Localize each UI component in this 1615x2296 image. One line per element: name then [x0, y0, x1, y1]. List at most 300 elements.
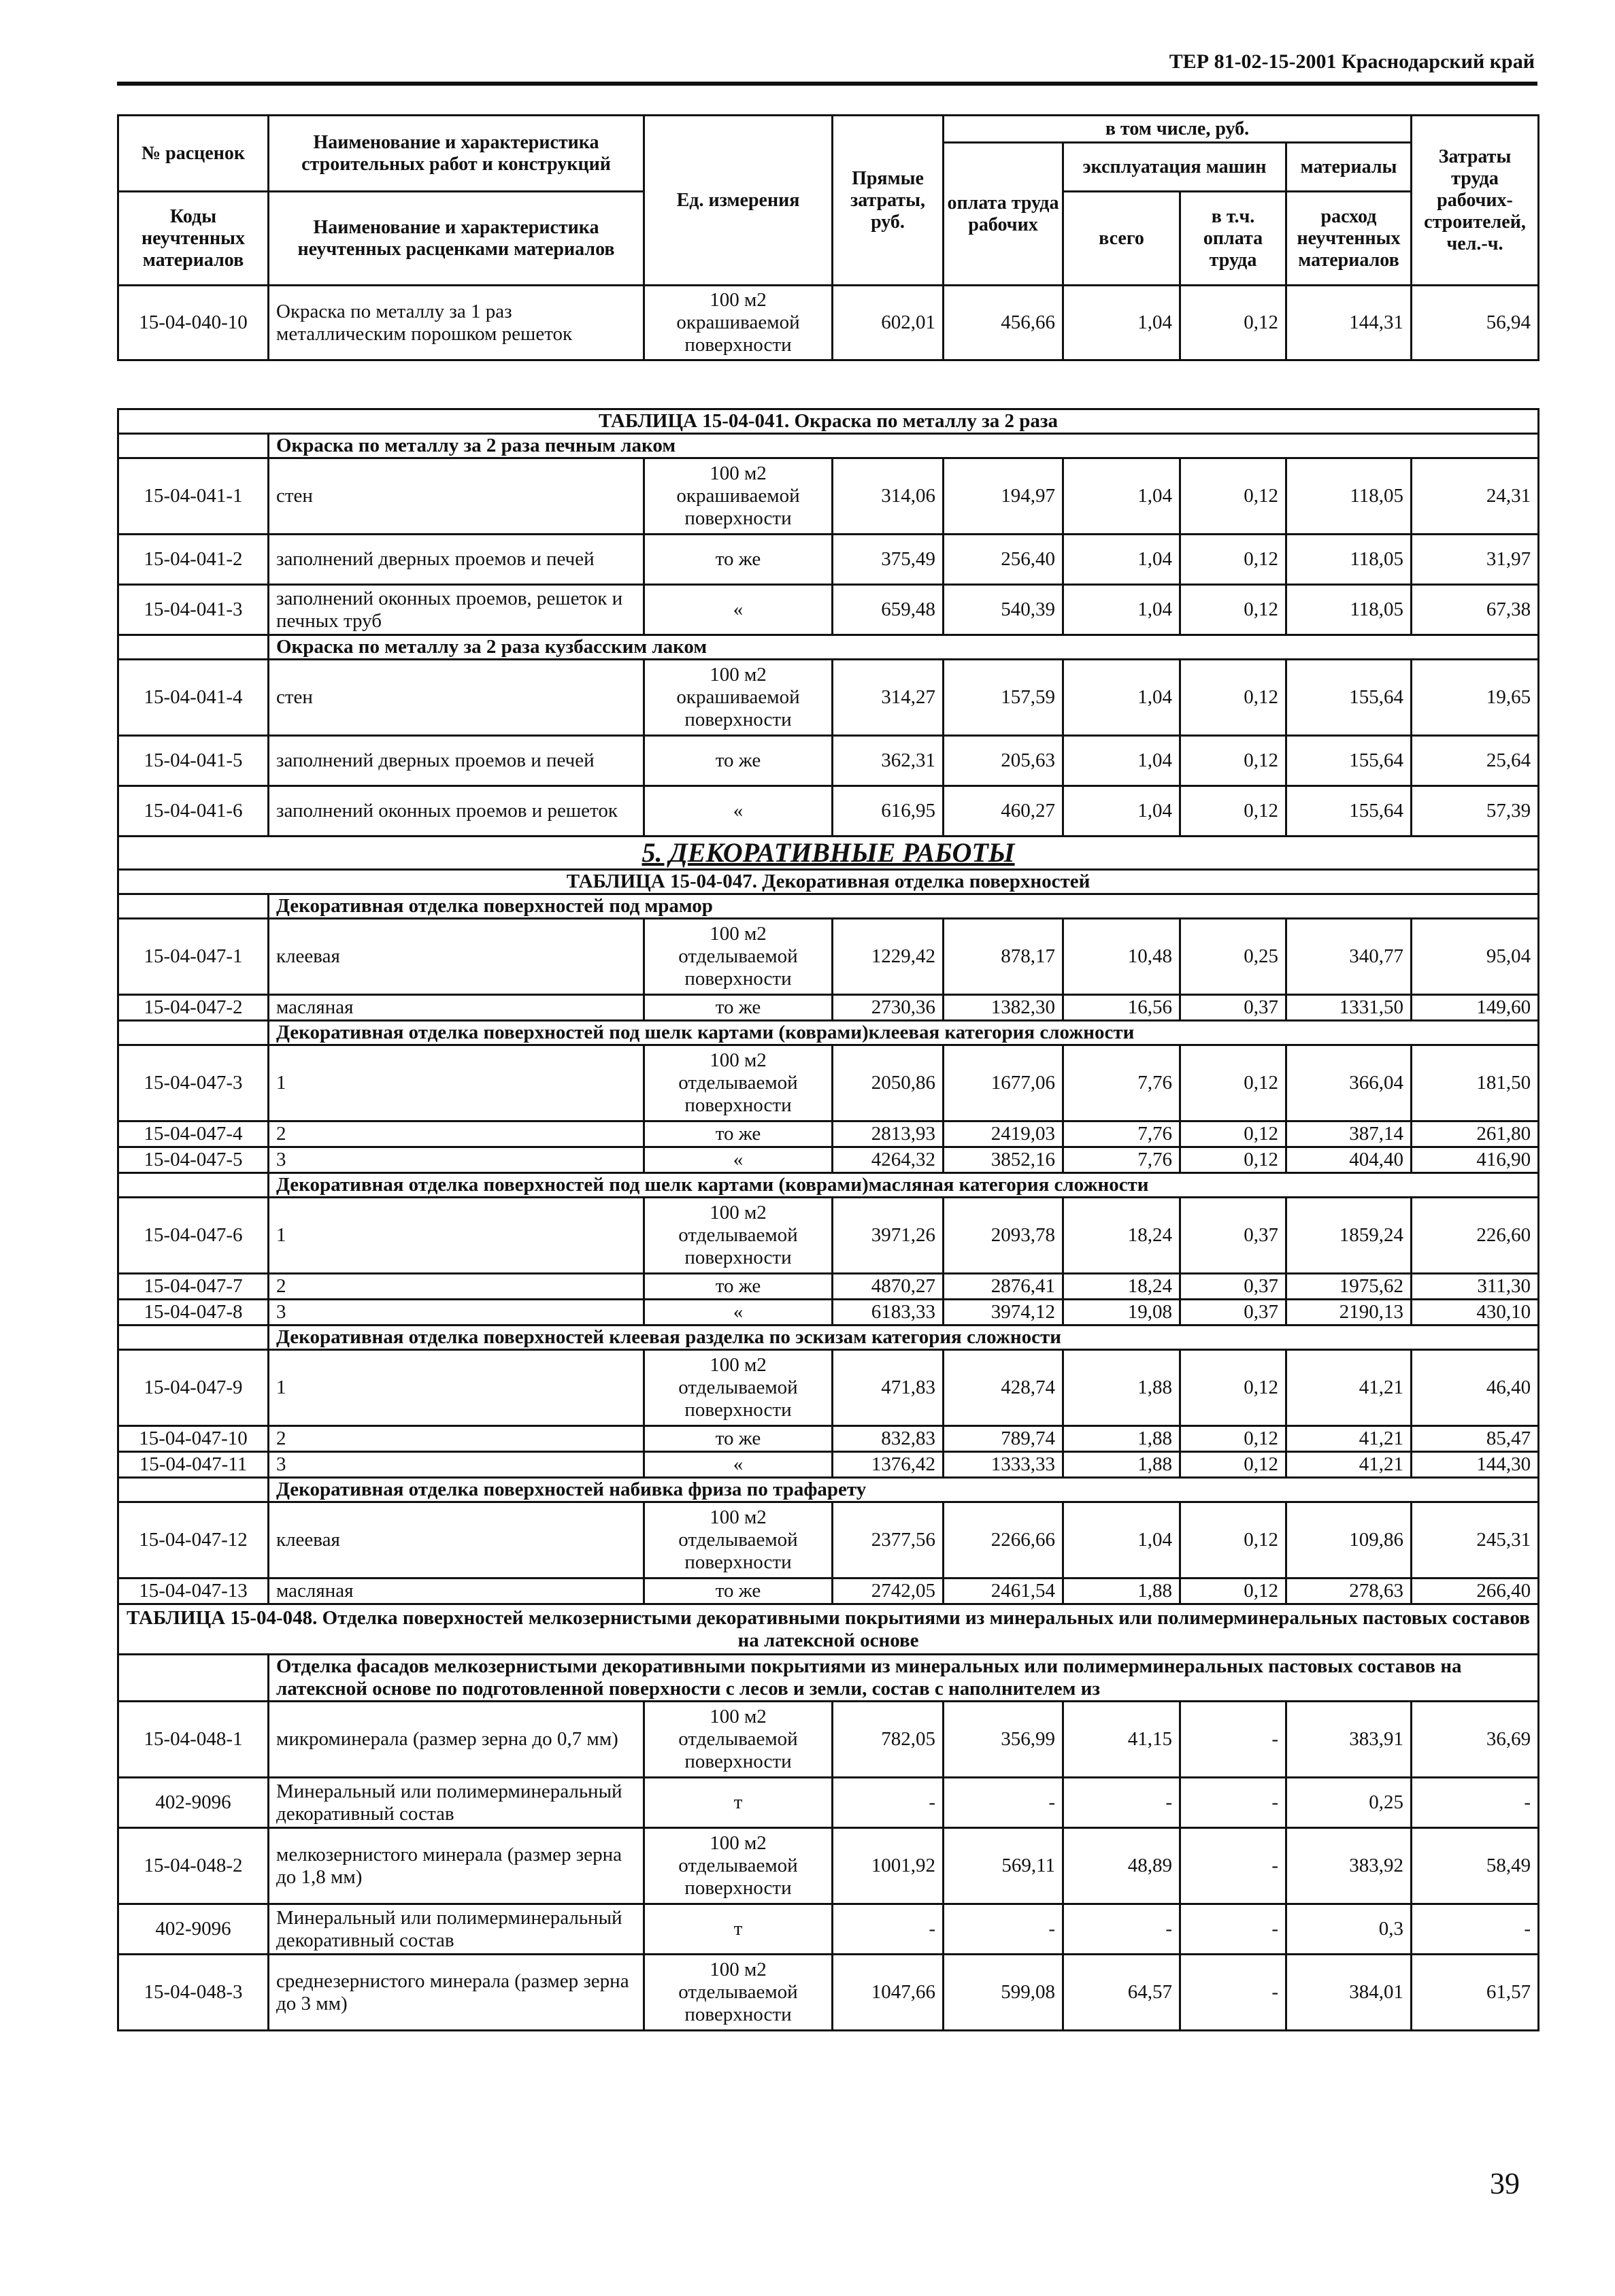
row-unit: 100 м2 окрашиваемой поверхности [644, 458, 833, 535]
row-name: заполнений оконных проемов, решеток и печных труб [269, 585, 644, 635]
subheading: Декоративная отделка поверхностей под шелк картами (коврами)масляная категория сложности [269, 1173, 1539, 1198]
row-mach-pay: 0,37 [1180, 1198, 1286, 1274]
row-mach-pay: - [1180, 1778, 1286, 1828]
row-mach-total: 1,88 [1063, 1426, 1180, 1452]
row-unit: 100 м2 окрашиваемой поверхности [644, 286, 833, 360]
row-unit: « [644, 1147, 833, 1173]
row-mach-pay: - [1180, 1955, 1286, 2031]
row-code: 15-04-047-1 [118, 919, 269, 995]
row-name: стен [269, 458, 644, 535]
row-direct: 3971,26 [833, 1198, 944, 1274]
row-code: 15-04-047-9 [118, 1350, 269, 1426]
row-pay: 205,63 [944, 736, 1063, 786]
row-direct: 659,48 [833, 585, 944, 635]
row-unit: 100 м2 отделываемой поверхности [644, 1198, 833, 1274]
row-code: 15-04-041-1 [118, 458, 269, 535]
row-materials: 383,92 [1286, 1828, 1412, 1904]
row-mach-total: 1,88 [1063, 1452, 1180, 1478]
row-unit: то же [644, 995, 833, 1021]
row-pay: - [944, 1778, 1063, 1828]
row-name: 2 [269, 1121, 644, 1147]
row-name: 1 [269, 1198, 644, 1274]
subheading: Декоративная отделка поверхностей набивка фриза по трафарету [269, 1478, 1539, 1502]
subheading-row [118, 1655, 1539, 1702]
row-materials: 109,86 [1286, 1502, 1412, 1578]
row-mach-pay: 0,12 [1180, 1147, 1286, 1173]
table-row [118, 1702, 1539, 1778]
row-labor: 430,10 [1412, 1300, 1539, 1326]
row-direct: - [833, 1904, 944, 1955]
col-unit-header: Ед. измерения [644, 116, 833, 286]
empty-cell [118, 894, 269, 919]
row-pay: 789,74 [944, 1426, 1063, 1452]
row-mach-pay: 0,12 [1180, 1502, 1286, 1578]
row-materials: 41,21 [1286, 1452, 1412, 1478]
row-mach-total: 7,76 [1063, 1045, 1180, 1121]
row-labor: - [1412, 1778, 1539, 1828]
page-number: 39 [1490, 2167, 1520, 2200]
col-materials-header: материалы [1286, 143, 1412, 192]
row-materials: 384,01 [1286, 1955, 1412, 2031]
row-labor: 31,97 [1412, 535, 1539, 585]
table-header [117, 114, 1539, 361]
row-mach-total: 64,57 [1063, 1955, 1180, 2031]
row-labor: 46,40 [1412, 1350, 1539, 1426]
row-labor: 266,40 [1412, 1578, 1539, 1604]
row-mach-total: 1,04 [1063, 535, 1180, 585]
row-direct: 314,27 [833, 660, 944, 736]
row-direct: 1376,42 [833, 1452, 944, 1478]
row-code: 402-9096 [118, 1778, 269, 1828]
row-mach-total: 1,04 [1063, 585, 1180, 635]
empty-cell [118, 1326, 269, 1350]
row-unit: то же [644, 1426, 833, 1452]
section-title: 5. ДЕКОРАТИВНЫЕ РАБОТЫ [118, 837, 1539, 870]
row-direct: 1047,66 [833, 1955, 944, 2031]
row-name: Минеральный или полимерминеральный декоративный состав [269, 1778, 644, 1828]
row-code: 402-9096 [118, 1904, 269, 1955]
row-mach-pay: - [1180, 1904, 1286, 1955]
row-materials: 366,04 [1286, 1045, 1412, 1121]
row-materials: 144,31 [1286, 286, 1412, 360]
row-mach-pay: 0,25 [1180, 919, 1286, 995]
row-name: 1 [269, 1350, 644, 1426]
row-unit: то же [644, 1578, 833, 1604]
subheading-row [118, 1326, 1539, 1350]
row-materials: 278,63 [1286, 1578, 1412, 1604]
row-mach-total: - [1063, 1904, 1180, 1955]
row-code: 15-04-047-2 [118, 995, 269, 1021]
row-code: 15-04-047-10 [118, 1426, 269, 1452]
row-labor: - [1412, 1904, 1539, 1955]
row-mach-pay: 0,12 [1180, 286, 1286, 360]
table-row [118, 286, 1539, 360]
row-pay: 3852,16 [944, 1147, 1063, 1173]
row-code: 15-04-047-13 [118, 1578, 269, 1604]
table-title: ТАБЛИЦА 15-04-041. Окраска по металлу за 2 раза [118, 409, 1539, 434]
row-mach-total: 7,76 [1063, 1147, 1180, 1173]
row-direct: 2377,56 [833, 1502, 944, 1578]
row-materials: 118,05 [1286, 535, 1412, 585]
row-labor: 36,69 [1412, 1702, 1539, 1778]
row-materials: 2190,13 [1286, 1300, 1412, 1326]
col-direct-header: Прямые затраты, руб. [833, 116, 944, 286]
row-direct: 2730,36 [833, 995, 944, 1021]
table-row [118, 1578, 1539, 1604]
row-materials: 0,25 [1286, 1778, 1412, 1828]
row-code: 15-04-048-3 [118, 1955, 269, 2031]
row-labor: 226,60 [1412, 1198, 1539, 1274]
table-row [118, 1778, 1539, 1828]
row-mach-total: 41,15 [1063, 1702, 1180, 1778]
table-row [118, 1121, 1539, 1147]
row-mach-pay: 0,12 [1180, 786, 1286, 837]
row-pay: 460,27 [944, 786, 1063, 837]
row-labor: 311,30 [1412, 1274, 1539, 1300]
row-pay: 428,74 [944, 1350, 1063, 1426]
row-unit: то же [644, 1274, 833, 1300]
table-row [118, 1904, 1539, 1955]
row-code: 15-04-041-3 [118, 585, 269, 635]
row-materials: 404,40 [1286, 1147, 1412, 1173]
row-unit: « [644, 585, 833, 635]
document-title: ТЕР 81-02-15-2001 Краснодарский край [1169, 50, 1535, 73]
row-name: микроминерала (размер зерна до 0,7 мм) [269, 1702, 644, 1778]
row-unit: « [644, 786, 833, 837]
col-codes-header: Коды неучтенных материалов [118, 192, 269, 286]
row-labor: 19,65 [1412, 660, 1539, 736]
row-unit: то же [644, 1121, 833, 1147]
row-unit: 100 м2 отделываемой поверхности [644, 1702, 833, 1778]
row-labor: 24,31 [1412, 458, 1539, 535]
row-code: 15-04-047-4 [118, 1121, 269, 1147]
table-row [118, 535, 1539, 585]
table-title-row [118, 1604, 1539, 1655]
row-materials: 0,3 [1286, 1904, 1412, 1955]
row-direct: 832,83 [833, 1426, 944, 1452]
row-labor: 95,04 [1412, 919, 1539, 995]
row-code: 15-04-047-11 [118, 1452, 269, 1478]
row-direct: 4264,32 [833, 1147, 944, 1173]
col-incl-header: в том числе, руб. [944, 116, 1412, 143]
row-pay: 1333,33 [944, 1452, 1063, 1478]
table-title-row [118, 870, 1539, 894]
subheading-row [118, 894, 1539, 919]
subheading-row [118, 1173, 1539, 1198]
row-code: 15-04-047-5 [118, 1147, 269, 1173]
row-direct: 782,05 [833, 1702, 944, 1778]
table-row [118, 1828, 1539, 1904]
row-code: 15-04-048-1 [118, 1702, 269, 1778]
subheading: Декоративная отделка поверхностей клеевая разделка по эскизам категория сложности [269, 1326, 1539, 1350]
row-unit: « [644, 1452, 833, 1478]
row-pay: - [944, 1904, 1063, 1955]
row-mach-pay: 0,12 [1180, 1121, 1286, 1147]
row-labor: 85,47 [1412, 1426, 1539, 1452]
row-mach-total: 19,08 [1063, 1300, 1180, 1326]
row-direct: 1001,92 [833, 1828, 944, 1904]
row-mach-pay: 0,12 [1180, 1350, 1286, 1426]
table-row [118, 1502, 1539, 1578]
row-name: масляная [269, 995, 644, 1021]
row-materials: 383,91 [1286, 1702, 1412, 1778]
subheading: Декоративная отделка поверхностей под мрамор [269, 894, 1539, 919]
row-mach-pay: - [1180, 1828, 1286, 1904]
row-mach-total: 18,24 [1063, 1274, 1180, 1300]
row-name: клеевая [269, 1502, 644, 1578]
row-pay: 157,59 [944, 660, 1063, 736]
row-materials: 340,77 [1286, 919, 1412, 995]
row-direct: 2050,86 [833, 1045, 944, 1121]
col-mach-total-header: всего [1063, 192, 1180, 286]
row-labor: 181,50 [1412, 1045, 1539, 1121]
row-pay: 878,17 [944, 919, 1063, 995]
row-mach-pay: 0,12 [1180, 458, 1286, 535]
table-row [118, 995, 1539, 1021]
table-row [118, 1426, 1539, 1452]
row-code: 15-04-047-12 [118, 1502, 269, 1578]
row-direct: 602,01 [833, 286, 944, 360]
row-materials: 118,05 [1286, 458, 1412, 535]
col-labor-header: Затраты труда рабочих-строителей, чел.-ч. [1412, 116, 1539, 286]
table-row [118, 585, 1539, 635]
col-number-header: № расценок [118, 116, 269, 192]
table-row [118, 1274, 1539, 1300]
row-mach-total: 48,89 [1063, 1828, 1180, 1904]
row-mach-pay: 0,12 [1180, 1045, 1286, 1121]
empty-cell [118, 1478, 269, 1502]
subheading: Декоративная отделка поверхностей под шелк картами (коврами)клеевая категория сложности [269, 1021, 1539, 1045]
subheading-row [118, 434, 1539, 458]
row-pay: 256,40 [944, 535, 1063, 585]
row-name: заполнений оконных проемов и решеток [269, 786, 644, 837]
row-code: 15-04-041-4 [118, 660, 269, 736]
row-unit: то же [644, 535, 833, 585]
table-title: ТАБЛИЦА 15-04-048. Отделка поверхностей мелкозернистыми декоративными покрытиями из минеральных или полимерминеральных пастовых составов на латексной основе [118, 1604, 1539, 1655]
subheading: Окраска по металлу за 2 раза печным лаком [269, 434, 1539, 458]
row-name: масляная [269, 1578, 644, 1604]
row-name: 1 [269, 1045, 644, 1121]
row-direct: 2813,93 [833, 1121, 944, 1147]
table-title-row [118, 409, 1539, 434]
price-table [117, 408, 1539, 2031]
row-name: заполнений дверных проемов и печей [269, 736, 644, 786]
row-pay: 1677,06 [944, 1045, 1063, 1121]
row-labor: 25,64 [1412, 736, 1539, 786]
row-pay: 2461,54 [944, 1578, 1063, 1604]
empty-cell [118, 635, 269, 660]
row-code: 15-04-047-8 [118, 1300, 269, 1326]
row-pay: 456,66 [944, 286, 1063, 360]
row-unit: 100 м2 отделываемой поверхности [644, 1502, 833, 1578]
row-name: Минеральный или полимерминеральный декоративный состав [269, 1904, 644, 1955]
row-labor: 416,90 [1412, 1147, 1539, 1173]
subheading: Окраска по металлу за 2 раза кузбасским лаком [269, 635, 1539, 660]
row-code: 15-04-047-7 [118, 1274, 269, 1300]
row-direct: 616,95 [833, 786, 944, 837]
row-mach-total: 1,04 [1063, 458, 1180, 535]
page-header [117, 50, 1537, 86]
row-mach-pay: 0,12 [1180, 660, 1286, 736]
row-direct: 6183,33 [833, 1300, 944, 1326]
row-code: 15-04-048-2 [118, 1828, 269, 1904]
row-mach-pay: 0,12 [1180, 585, 1286, 635]
row-direct: 314,06 [833, 458, 944, 535]
row-unit: 100 м2 отделываемой поверхности [644, 1350, 833, 1426]
row-mach-total: 16,56 [1063, 995, 1180, 1021]
row-mach-pay: 0,12 [1180, 1426, 1286, 1452]
col-pay-header: оплата труда рабочих [944, 143, 1063, 286]
row-mach-pay: - [1180, 1702, 1286, 1778]
col-materials-name-header: Наименование и характеристика неучтенных расценками материалов [269, 192, 644, 286]
row-mach-pay: 0,37 [1180, 995, 1286, 1021]
row-pay: 3974,12 [944, 1300, 1063, 1326]
table-row [118, 736, 1539, 786]
row-name: 2 [269, 1426, 644, 1452]
row-labor: 61,57 [1412, 1955, 1539, 2031]
col-name-header: Наименование и характеристика строительных работ и конструкций [269, 116, 644, 192]
row-materials: 1975,62 [1286, 1274, 1412, 1300]
row-unit: т [644, 1904, 833, 1955]
row-code: 15-04-047-6 [118, 1198, 269, 1274]
row-pay: 2419,03 [944, 1121, 1063, 1147]
empty-cell [118, 1021, 269, 1045]
row-materials: 118,05 [1286, 585, 1412, 635]
row-unit: 100 м2 отделываемой поверхности [644, 1955, 833, 2031]
row-mach-total: 10,48 [1063, 919, 1180, 995]
row-direct: 1229,42 [833, 919, 944, 995]
row-mach-total: 1,04 [1063, 736, 1180, 786]
row-pay: 2876,41 [944, 1274, 1063, 1300]
row-direct: 375,49 [833, 535, 944, 585]
row-code: 15-04-040-10 [118, 286, 269, 360]
table-row [118, 1300, 1539, 1326]
row-mach-total: 1,88 [1063, 1578, 1180, 1604]
row-labor: 144,30 [1412, 1452, 1539, 1478]
row-name: 3 [269, 1147, 644, 1173]
row-mach-total: - [1063, 1778, 1180, 1828]
section-heading [118, 837, 1539, 870]
row-mach-total: 1,04 [1063, 1502, 1180, 1578]
row-mach-pay: 0,37 [1180, 1300, 1286, 1326]
row-unit: 100 м2 отделываемой поверхности [644, 1045, 833, 1121]
row-mach-total: 7,76 [1063, 1121, 1180, 1147]
row-code: 15-04-041-6 [118, 786, 269, 837]
row-unit: 100 м2 окрашиваемой поверхности [644, 660, 833, 736]
table-row [118, 660, 1539, 736]
table-row [118, 458, 1539, 535]
row-labor: 245,31 [1412, 1502, 1539, 1578]
subheading-row [118, 1021, 1539, 1045]
table-row [118, 1350, 1539, 1426]
empty-cell [118, 1173, 269, 1198]
row-code: 15-04-041-2 [118, 535, 269, 585]
table-row [118, 1198, 1539, 1274]
row-mach-pay: 0,12 [1180, 535, 1286, 585]
row-labor: 57,39 [1412, 786, 1539, 837]
row-mach-pay: 0,12 [1180, 1452, 1286, 1478]
table-row [118, 1452, 1539, 1478]
row-unit: 100 м2 отделываемой поверхности [644, 919, 833, 995]
col-machines-header: эксплуатация машин [1063, 143, 1286, 192]
row-direct: 2742,05 [833, 1578, 944, 1604]
row-labor: 56,94 [1412, 286, 1539, 360]
row-mach-total: 1,04 [1063, 286, 1180, 360]
row-name: заполнений дверных проемов и печей [269, 535, 644, 585]
row-direct: 4870,27 [833, 1274, 944, 1300]
col-unaccounted-header: расход неучтенных материалов [1286, 192, 1412, 286]
row-mach-pay: 0,12 [1180, 736, 1286, 786]
table-row [118, 1045, 1539, 1121]
table-row [118, 1147, 1539, 1173]
row-direct: - [833, 1778, 944, 1828]
empty-cell [118, 434, 269, 458]
row-labor: 67,38 [1412, 585, 1539, 635]
row-name: стен [269, 660, 644, 736]
row-name: клеевая [269, 919, 644, 995]
row-materials: 387,14 [1286, 1121, 1412, 1147]
table-row [118, 786, 1539, 837]
empty-cell [118, 1655, 269, 1702]
subheading-row [118, 635, 1539, 660]
row-mach-pay: 0,37 [1180, 1274, 1286, 1300]
row-code: 15-04-041-5 [118, 736, 269, 786]
row-code: 15-04-047-3 [118, 1045, 269, 1121]
row-pay: 2266,66 [944, 1502, 1063, 1578]
row-pay: 569,11 [944, 1828, 1063, 1904]
row-pay: 356,99 [944, 1702, 1063, 1778]
table-row [118, 919, 1539, 995]
row-name: 3 [269, 1452, 644, 1478]
row-pay: 540,39 [944, 585, 1063, 635]
row-pay: 599,08 [944, 1955, 1063, 2031]
row-materials: 155,64 [1286, 786, 1412, 837]
row-materials: 41,21 [1286, 1350, 1412, 1426]
row-mach-total: 18,24 [1063, 1198, 1180, 1274]
row-name: 2 [269, 1274, 644, 1300]
row-materials: 155,64 [1286, 736, 1412, 786]
row-pay: 2093,78 [944, 1198, 1063, 1274]
row-materials: 41,21 [1286, 1426, 1412, 1452]
subheading-row [118, 1478, 1539, 1502]
row-name: Окраска по металлу за 1 раз металлическим порошком решеток [269, 286, 644, 360]
row-materials: 1331,50 [1286, 995, 1412, 1021]
row-labor: 261,80 [1412, 1121, 1539, 1147]
row-unit: то же [644, 736, 833, 786]
row-materials: 155,64 [1286, 660, 1412, 736]
row-name: 3 [269, 1300, 644, 1326]
row-pay: 1382,30 [944, 995, 1063, 1021]
row-direct: 471,83 [833, 1350, 944, 1426]
row-unit: т [644, 1778, 833, 1828]
row-unit: 100 м2 отделываемой поверхности [644, 1828, 833, 1904]
table-row [118, 1955, 1539, 2031]
row-materials: 1859,24 [1286, 1198, 1412, 1274]
row-mach-pay: 0,12 [1180, 1578, 1286, 1604]
row-pay: 194,97 [944, 458, 1063, 535]
table-title: ТАБЛИЦА 15-04-047. Декоративная отделка поверхностей [118, 870, 1539, 894]
row-name: мелкозернистого минерала (размер зерна до 1,8 мм) [269, 1828, 644, 1904]
row-mach-total: 1,88 [1063, 1350, 1180, 1426]
row-name: среднезернистого минерала (размер зерна до 3 мм) [269, 1955, 644, 2031]
row-unit: « [644, 1300, 833, 1326]
row-mach-total: 1,04 [1063, 660, 1180, 736]
row-labor: 149,60 [1412, 995, 1539, 1021]
col-mach-pay-header: в т.ч. оплата труда [1180, 192, 1286, 286]
row-mach-total: 1,04 [1063, 786, 1180, 837]
row-direct: 362,31 [833, 736, 944, 786]
row-labor: 58,49 [1412, 1828, 1539, 1904]
